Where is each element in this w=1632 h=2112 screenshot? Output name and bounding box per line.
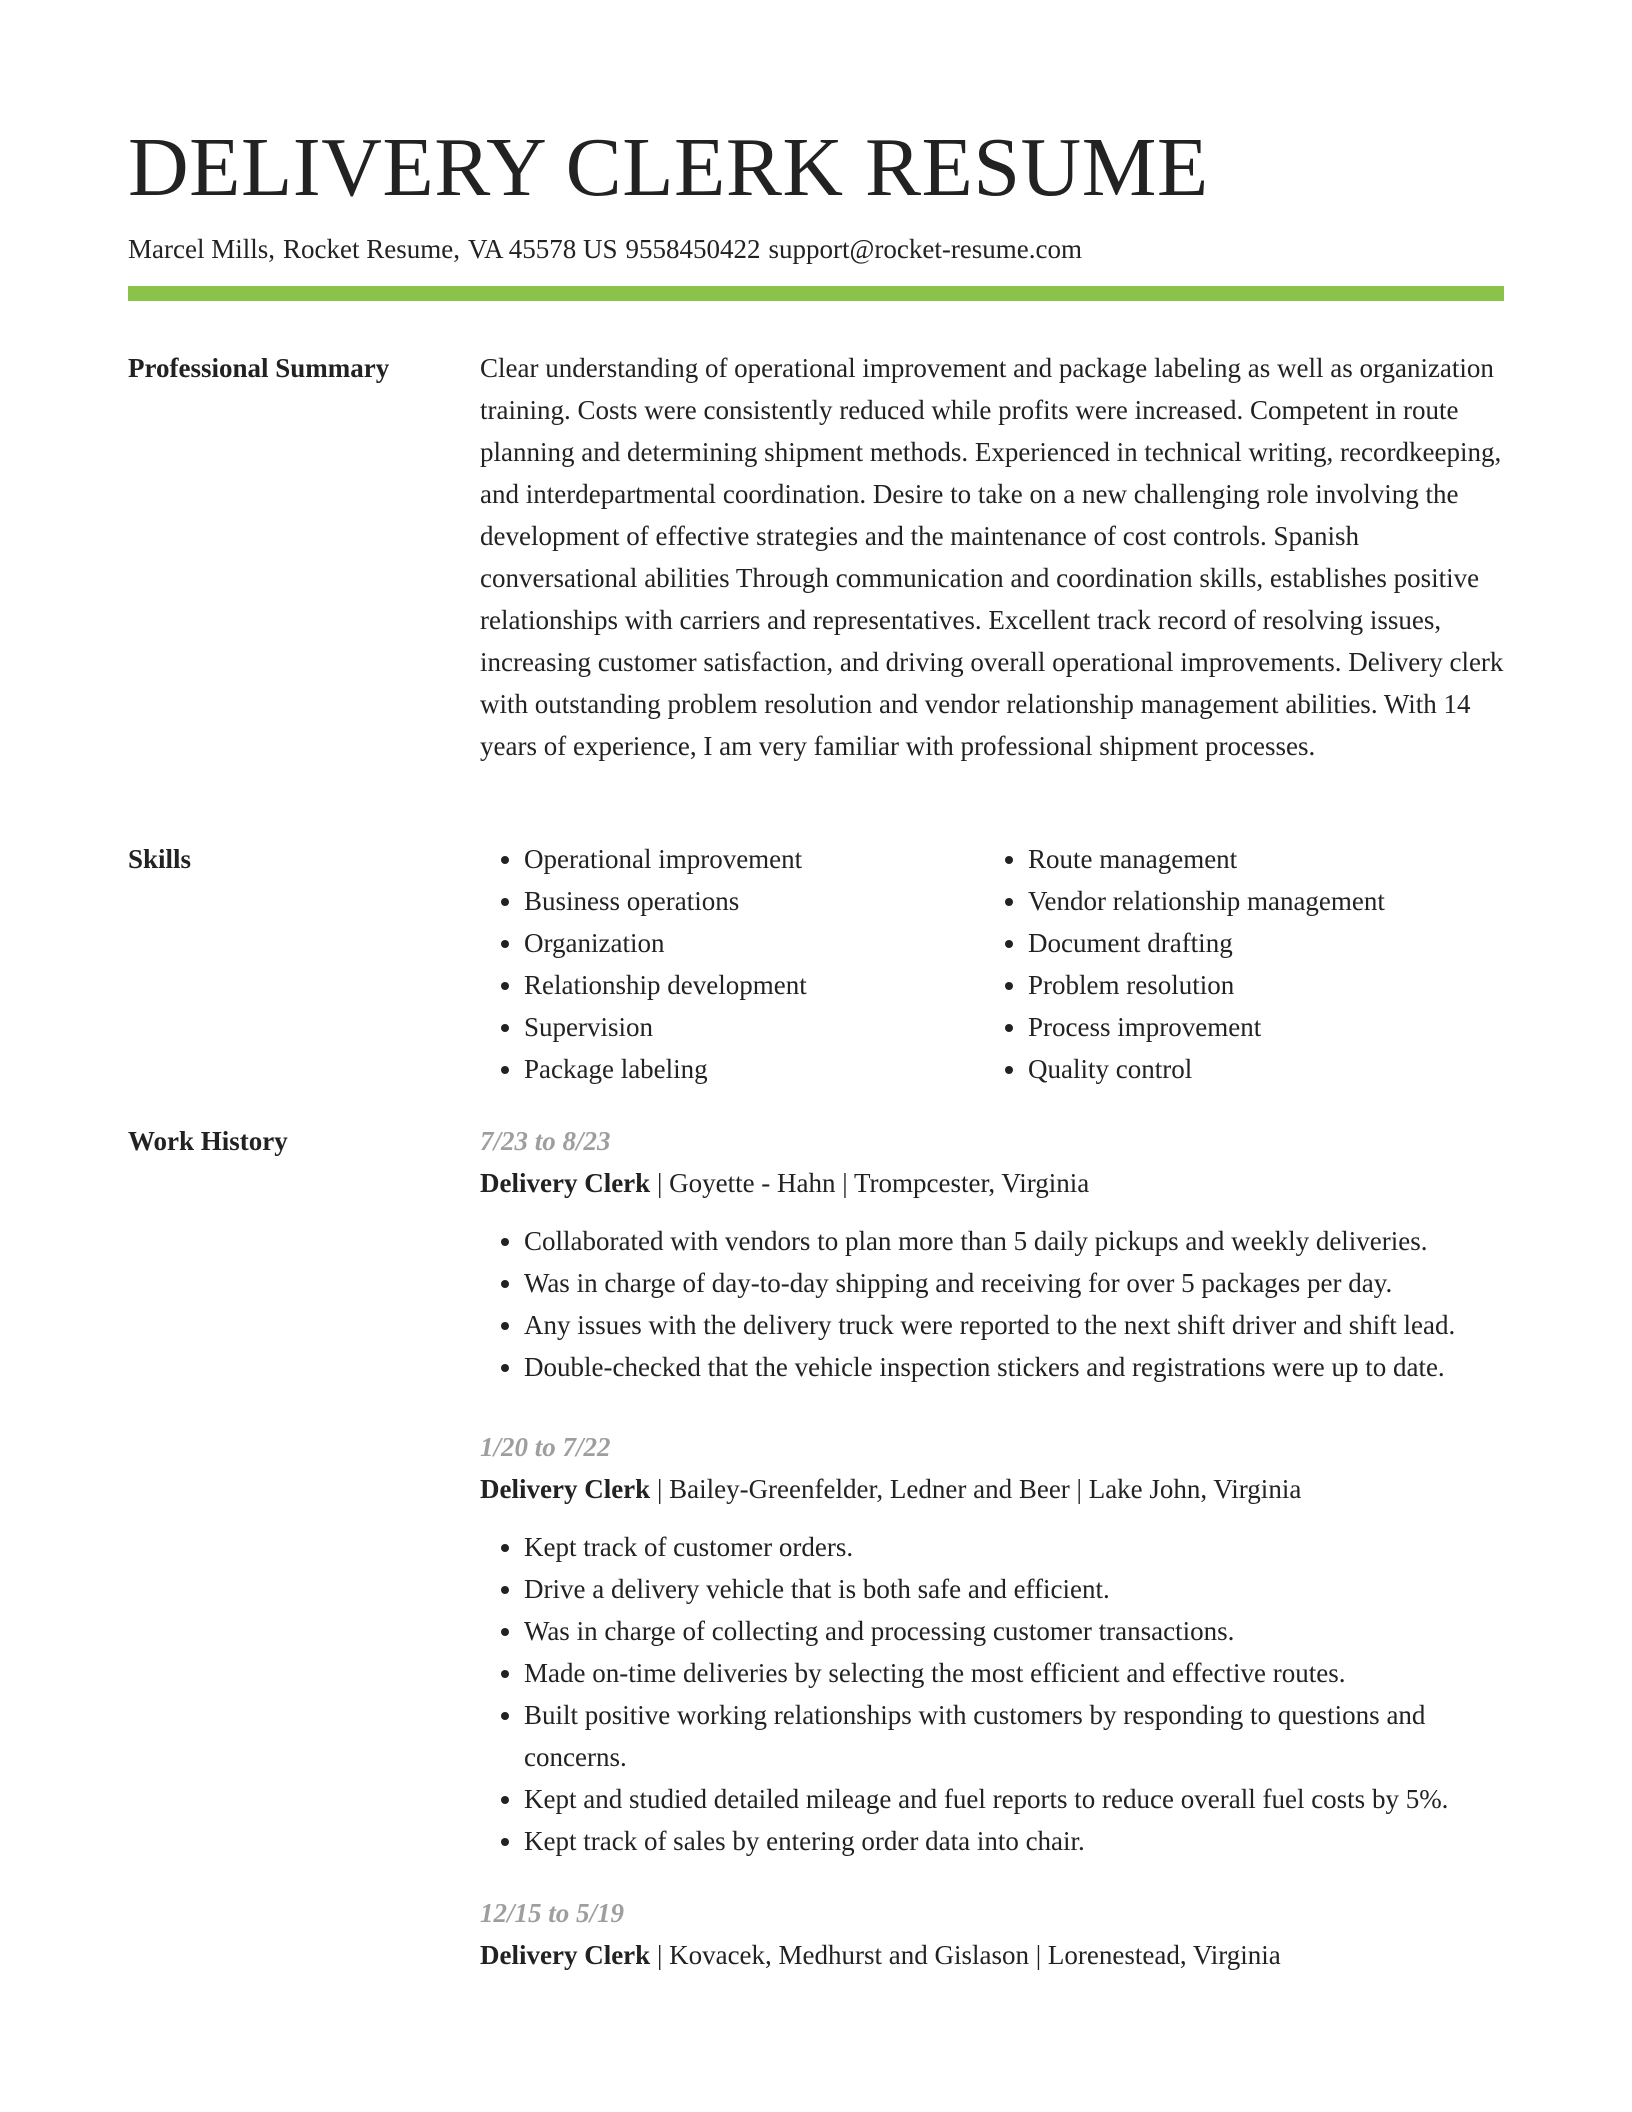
skill-item: • Business operations bbox=[524, 880, 984, 922]
job-bullet: • Kept and studied detailed mileage and fuel reports to reduce overall fuel costs by 5%. bbox=[524, 1778, 1504, 1820]
skill-item: • Vendor relationship management bbox=[1028, 880, 1488, 922]
job-title: Delivery Clerk bbox=[480, 1474, 651, 1504]
job-bullet: • Was in charge of day-to-day shipping and receiving for over 5 packages per day. bbox=[524, 1262, 1504, 1304]
contact-line bbox=[128, 230, 1082, 268]
job-entry bbox=[480, 1120, 1504, 1388]
work-history-body bbox=[480, 1120, 1504, 1998]
job-title: Delivery Clerk bbox=[480, 1168, 651, 1198]
job-details: | Kovacek, Medhurst and Gislason | Lorenestead, Virginia bbox=[650, 1940, 1281, 1970]
job-bullet: • Made on-time deliveries by selecting the most efficient and effective routes. bbox=[524, 1652, 1504, 1694]
job-heading bbox=[480, 1468, 1504, 1510]
contact-email: support@rocket-resume.com bbox=[768, 234, 1083, 264]
contact-name: Marcel Mills, bbox=[128, 234, 275, 264]
job-entry bbox=[480, 1426, 1504, 1862]
job-details: | Goyette - Hahn | Trompcester, Virginia bbox=[650, 1168, 1090, 1198]
job-bullet: • Kept track of sales by entering order data into chair. bbox=[524, 1820, 1504, 1862]
job-bullet: • Any issues with the delivery truck were reported to the next shift driver and shift lead. bbox=[524, 1304, 1504, 1346]
skill-item: • Operational improvement bbox=[524, 838, 984, 880]
job-title: Delivery Clerk bbox=[480, 1940, 651, 1970]
skills-label: Skills bbox=[128, 844, 192, 874]
job-heading bbox=[480, 1934, 1504, 1976]
contact-phone: 9558450422 bbox=[625, 234, 761, 264]
job-dates: 12/15 to 5/19 bbox=[480, 1898, 625, 1928]
job-dates: 1/20 to 7/22 bbox=[480, 1432, 611, 1462]
job-bullet: • Built positive working relationships with customers by responding to questions and concerns. bbox=[524, 1694, 1504, 1778]
job-bullet: • Collaborated with vendors to plan more than 5 daily pickups and weekly deliveries. bbox=[524, 1220, 1504, 1262]
job-bullets bbox=[480, 1220, 1504, 1388]
skill-item: • Relationship development bbox=[524, 964, 984, 1006]
job-bullet: • Drive a delivery vehicle that is both safe and efficient. bbox=[524, 1568, 1504, 1610]
skill-item: • Quality control bbox=[1028, 1048, 1488, 1090]
skill-item: • Document drafting bbox=[1028, 922, 1488, 964]
job-entry bbox=[480, 1892, 1504, 1976]
skill-item: • Organization bbox=[524, 922, 984, 964]
contact-region: VA 45578 US bbox=[467, 234, 618, 264]
skills-body bbox=[480, 838, 1504, 1090]
summary-text: Clear understanding of operational improvement and package labeling as well as organization training. Costs were consistently reduced while profits were increased. Competent in route planning and determining shipment methods. Experienced in technical writing, recordkeeping, and interdepartmental coordination. Desire to take on a new challenging role involving the development of effective strategies and the maintenance of cost controls. Spanish conversational abilities Through communication and coordination skills, establishes positive relationships with carriers and representatives. Excellent track record of resolving issues, increasing customer satisfaction, and driving overall operational improvements. Delivery clerk with outstanding problem resolution and vendor relationship management abilities. With 14 years of experience, I am very familiar with professional shipment processes. bbox=[480, 353, 1504, 761]
skill-item: • Process improvement bbox=[1028, 1006, 1488, 1048]
summary-body bbox=[480, 347, 1504, 767]
job-heading bbox=[480, 1162, 1504, 1204]
skills-list-left bbox=[480, 838, 984, 1090]
job-bullets bbox=[480, 1526, 1504, 1862]
skill-item: • Package labeling bbox=[524, 1048, 984, 1090]
job-bullet: • Double-checked that the vehicle inspection stickers and registrations were up to date. bbox=[524, 1346, 1504, 1388]
summary-label: Professional Summary bbox=[128, 353, 390, 383]
job-bullet: • Was in charge of collecting and processing customer transactions. bbox=[524, 1610, 1504, 1652]
skill-item: • Route management bbox=[1028, 838, 1488, 880]
page-title: DELIVERY CLERK RESUME bbox=[128, 121, 1209, 214]
job-details: | Bailey-Greenfelder, Ledner and Beer | Lake John, Virginia bbox=[650, 1474, 1302, 1504]
job-bullet: • Kept track of customer orders. bbox=[524, 1526, 1504, 1568]
skills-list-right bbox=[984, 838, 1488, 1090]
contact-city: Rocket Resume, bbox=[282, 234, 460, 264]
job-dates: 7/23 to 8/23 bbox=[480, 1126, 611, 1156]
work-history-label: Work History bbox=[128, 1126, 288, 1156]
accent-divider bbox=[128, 286, 1504, 301]
skills-columns bbox=[480, 838, 1504, 1090]
skill-item: • Supervision bbox=[524, 1006, 984, 1048]
skill-item: • Problem resolution bbox=[1028, 964, 1488, 1006]
